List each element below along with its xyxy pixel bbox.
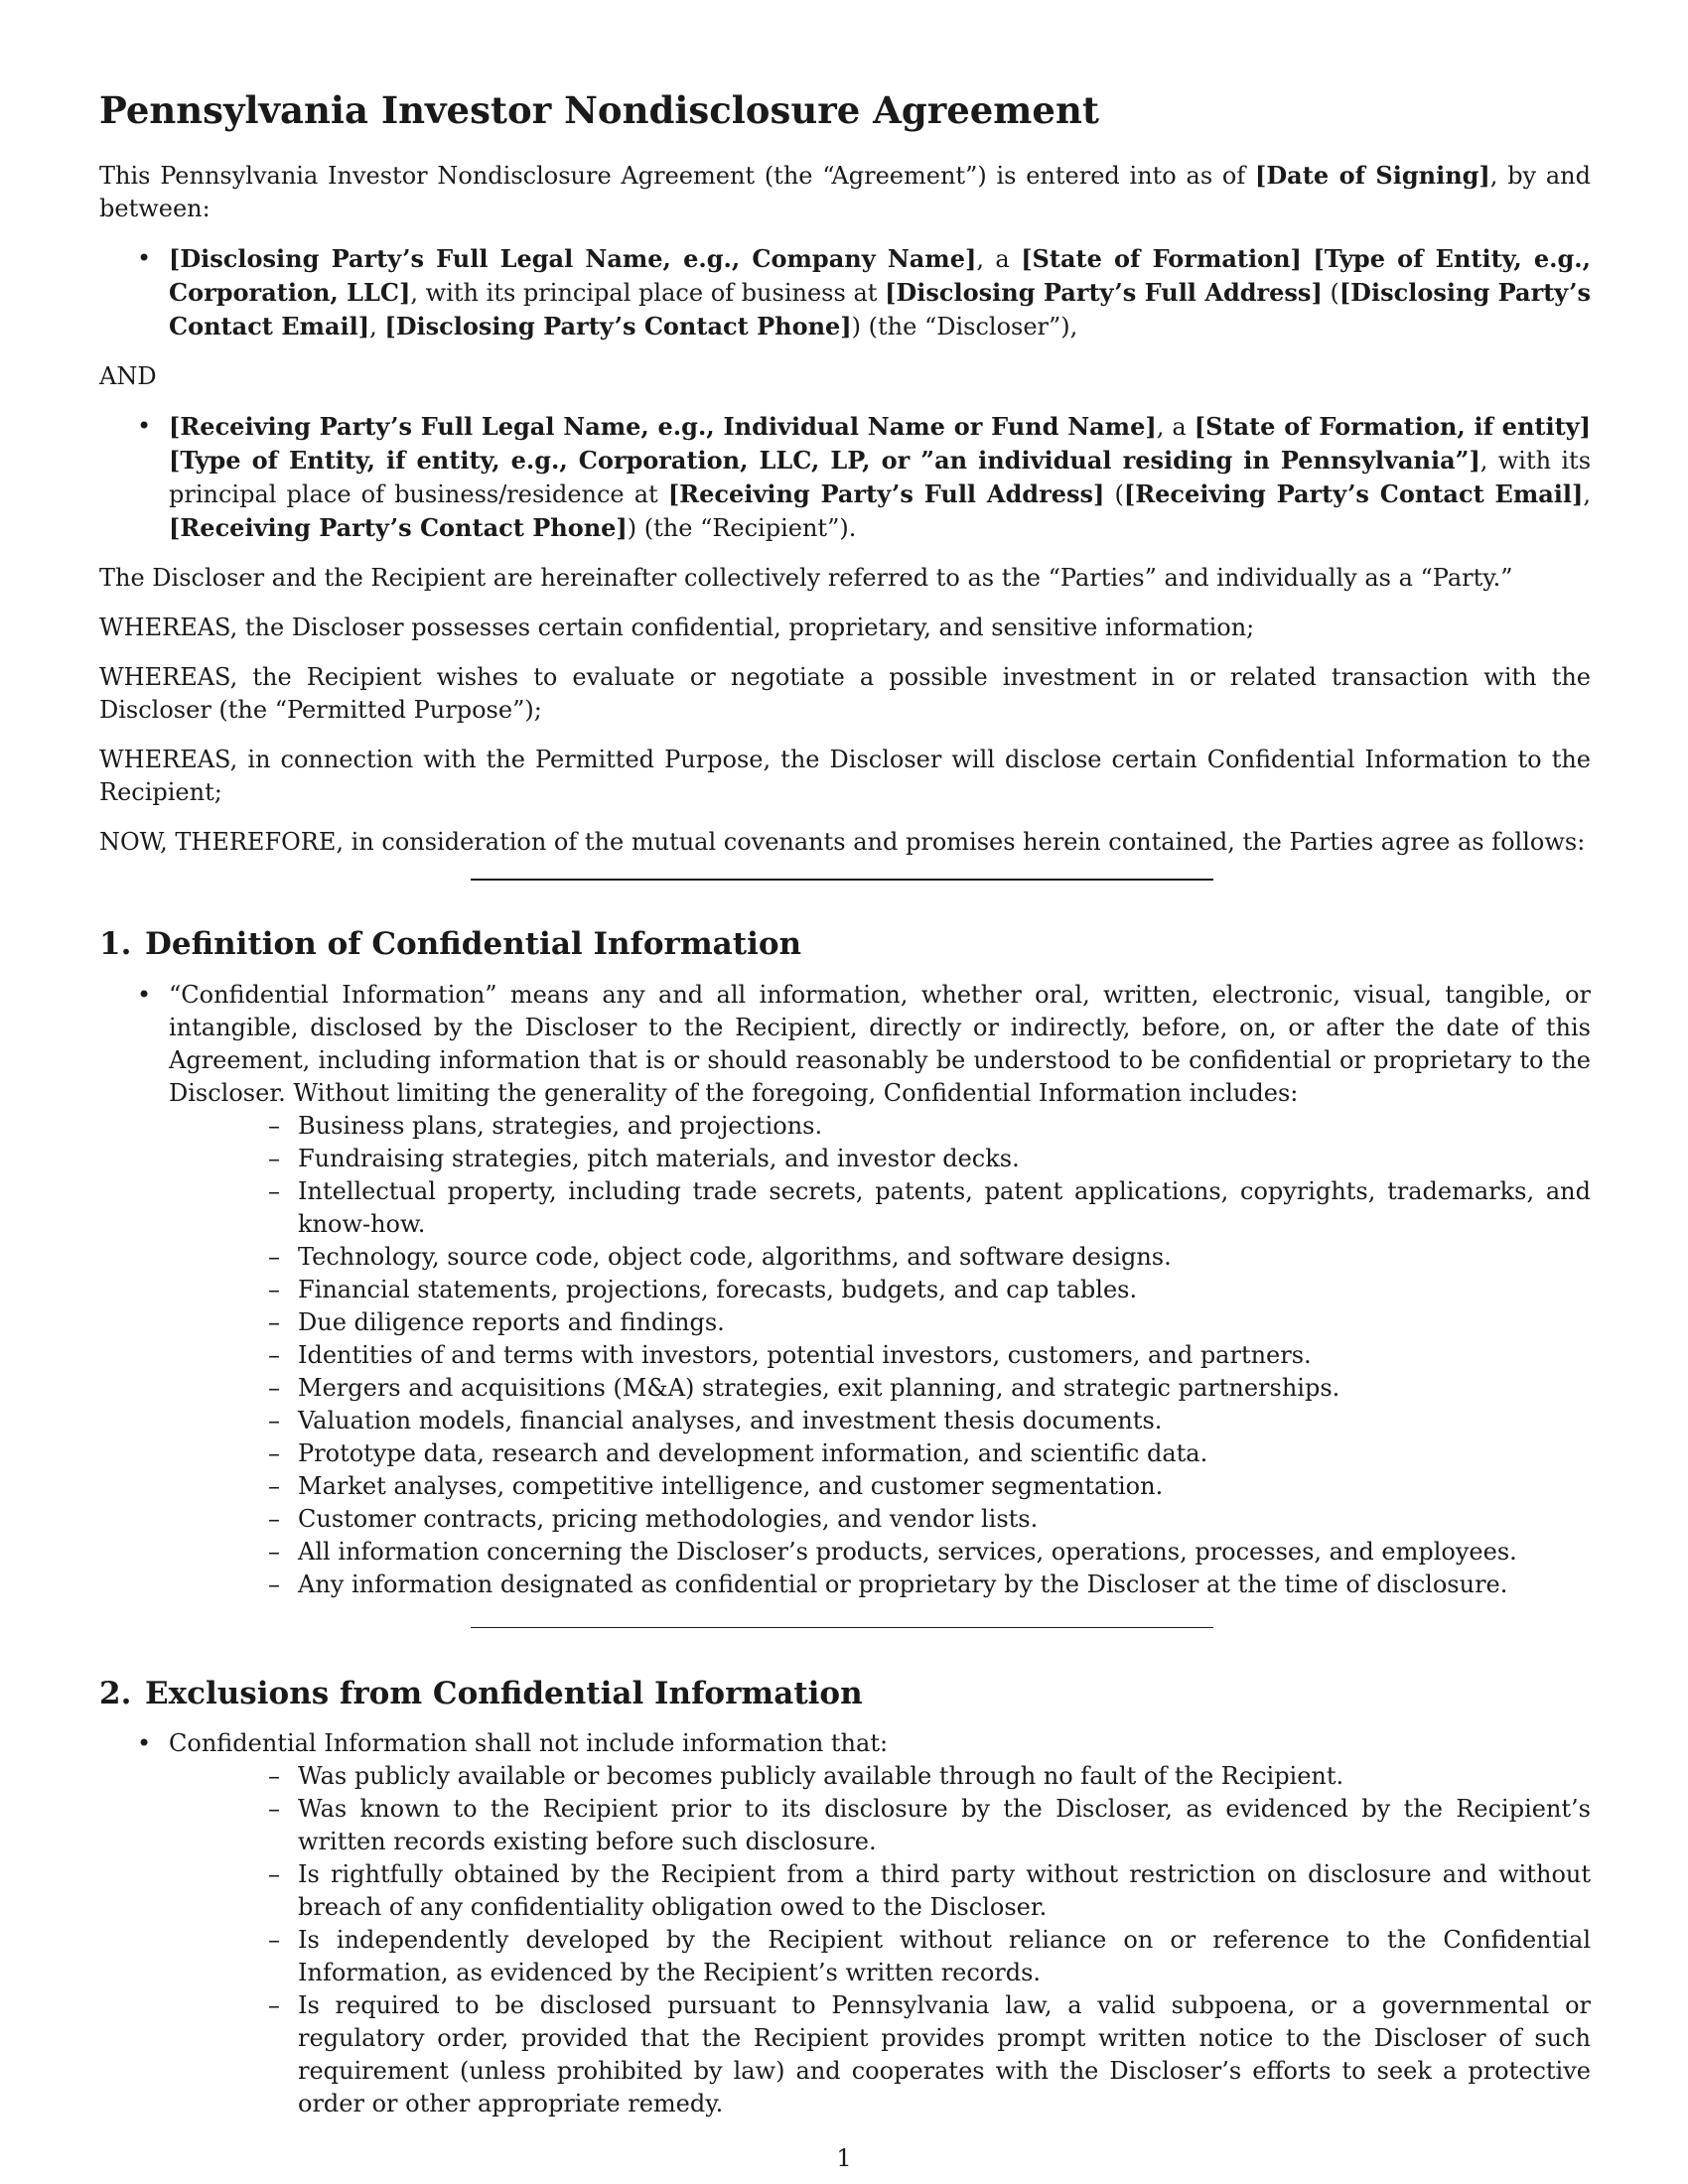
- discloser-list: [99, 242, 1591, 343]
- whereas-paragraph-1: WHEREAS, the Discloser possesses certain confidential, proprietary, and sensitive information;: [99, 614, 1255, 642]
- divider: [471, 879, 1213, 881]
- section-2-lead: Confidential Information shall not include information that:: [169, 1728, 889, 1757]
- discloser-text: , a: [976, 245, 1022, 274]
- discloser-text: (: [1322, 279, 1339, 308]
- section-1-list: [99, 979, 1591, 1601]
- intro-text-end: , by and between:: [99, 162, 1592, 223]
- sub-list-item: – Any information designated as confidential or proprietary by the Discloser at the time of disclosure.: [169, 1569, 1591, 1601]
- section-number: 2.: [99, 1675, 132, 1711]
- parties-paragraph: The Discloser and the Recipient are hereinafter collectively referred to as the “Parties” and individually as a “Party.”: [99, 564, 1513, 593]
- recipient-state-field: [State of Formation, if entity]: [1194, 412, 1591, 442]
- recipient-name-field: [Receiving Party’s Full Legal Name, e.g., Individual Name or Fund Name]: [169, 412, 1157, 442]
- sub-list-item: – Market analyses, competitive intelligence, and customer segmentation.: [169, 1470, 1591, 1503]
- recipient-text: (: [1104, 480, 1124, 509]
- discloser-address-field: [Disclosing Party’s Full Address]: [885, 278, 1323, 308]
- discloser-email-field: [Disclosing Party’s Contact Email]: [169, 278, 1591, 341]
- sub-list-item: – Is rightfully obtained by the Recipient from a third party without restriction on disclosure and without breach of any confidentiality obligation owed to the Discloser.: [169, 1858, 1591, 1924]
- page-number: 1: [836, 2144, 852, 2172]
- section-heading: [99, 1674, 1591, 1713]
- sub-list-item: – Intellectual property, including trade secrets, patents, patent applications, copyrights, trademarks, and know-how.: [169, 1175, 1591, 1241]
- recipient-text: , a: [1156, 413, 1195, 442]
- sub-list-item: – Financial statements, projections, forecasts, budgets, and cap tables.: [169, 1274, 1591, 1306]
- sub-list-item: – Business plans, strategies, and projections.: [169, 1110, 1591, 1143]
- discloser-entity-field: [Type of Entity, e.g., Corporation, LLC]: [169, 244, 1592, 308]
- intro-paragraph: [99, 159, 1591, 225]
- whereas-paragraph-2: WHEREAS, the Recipient wishes to evaluate or negotiate a possible investment in or related transaction with the Discloser (the “Permitted Purpose”);: [99, 663, 1591, 725]
- sub-list-item: – Due diligence reports and findings.: [169, 1306, 1591, 1339]
- discloser-text: ,: [369, 313, 385, 341]
- discloser-text: [1302, 245, 1313, 273]
- sub-list-item: – Was publicly available or becomes publicly available through no fault of the Recipient.: [169, 1760, 1591, 1793]
- section-2-sublist: [169, 1760, 1591, 2120]
- sub-list-item: – Was known to the Recipient prior to its disclosure by the Discloser, as evidenced by the Recipient’s written records existing before such disclosure.: [169, 1793, 1591, 1858]
- intro-text: This Pennsylvania Investor Nondisclosure Agreement (the “Agreement”) is entered into as of: [99, 162, 1256, 191]
- divider: [471, 1627, 1213, 1628]
- and-separator: AND: [99, 362, 157, 391]
- discloser-name-field: [Disclosing Party’s Full Legal Name, e.g., Company Name]: [169, 244, 977, 274]
- sub-list-item: – Customer contracts, pricing methodologies, and vendor lists.: [169, 1503, 1591, 1536]
- section-number: 1.: [99, 926, 132, 963]
- section-1-sublist: [169, 1110, 1591, 1601]
- discloser-state-field: [State of Formation]: [1021, 244, 1302, 274]
- sub-list-item: – Is independently developed by the Recipient without reliance on or reference to the Confidential Information, as evidenced by the Recipient’s written records.: [169, 1924, 1591, 1989]
- now-therefore-paragraph: NOW, THEREFORE, in consideration of the mutual covenants and promises herein contained, the Parties agree as follows:: [99, 828, 1586, 857]
- recipient-entity-field: [Type of Entity, if entity, e.g., Corporation, LLC, LP, or ”an individual residing in Pennsylvania”]: [169, 446, 1480, 476]
- section-1-lead: “Confidential Information” means any and all information, whether oral, written, electronic, visual, tangible, or intangible, disclosed by the Discloser to the Recipient, directly or indirectly, before, on, or after the date of this Agreement, including information that is or should reasonably be understood to be confidential or proprietary to the Discloser. Without limiting the generality of the foregoing, Confidential Information includes:: [169, 980, 1591, 1107]
- section-title: Exclusions from Confidential Information: [145, 1675, 863, 1711]
- sub-list-item: – Valuation models, financial analyses, and investment thesis documents.: [169, 1405, 1591, 1437]
- recipient-text: ) (the “Recipient”).: [627, 514, 857, 543]
- list-item: [99, 979, 1591, 1601]
- recipient-party: [99, 410, 1591, 545]
- discloser-text: ) (the “Discloser”),: [851, 313, 1078, 341]
- section-title: Definition of Confidential Information: [145, 926, 802, 963]
- recipient-address-field: [Receiving Party’s Full Address]: [667, 479, 1105, 509]
- whereas-paragraph-3: WHEREAS, in connection with the Permitted Purpose, the Discloser will disclose certain Confidential Information to the Recipient;: [99, 746, 1591, 807]
- sub-list-item: – Fundraising strategies, pitch materials, and investor decks.: [169, 1143, 1591, 1175]
- sub-list-item: – Identities of and terms with investors, potential investors, customers, and partners.: [169, 1339, 1591, 1372]
- sub-list-item: – Mergers and acquisitions (M&A) strategies, exit planning, and strategic partnerships.: [169, 1372, 1591, 1405]
- recipient-list: [99, 410, 1591, 545]
- recipient-text: , with its principal place of business/residence at: [169, 447, 1592, 509]
- recipient-email-field: [Receiving Party’s Contact Email]: [1123, 479, 1584, 509]
- sub-list-item: – Prototype data, research and development information, and scientific data.: [169, 1437, 1591, 1470]
- discloser-party: [99, 242, 1591, 343]
- recipient-phone-field: [Receiving Party’s Contact Phone]: [169, 513, 628, 543]
- sub-list-item: – Is required to be disclosed pursuant to Pennsylvania law, a valid subpoena, or a governmental or regulatory order, provided that the Recipient provides prompt written notice to the Discloser of such requirement (unless prohibited by law) and cooperates with the Discloser’s efforts to seek a protective order or other appropriate remedy.: [169, 1989, 1591, 2120]
- discloser-phone-field: [Disclosing Party’s Contact Phone]: [384, 312, 852, 341]
- document-content: [99, 87, 1591, 2137]
- sub-list-item: – Technology, source code, object code, algorithms, and software designs.: [169, 1241, 1591, 1274]
- date-of-signing-field: [Date of Signing]: [1255, 161, 1490, 191]
- section-2-list: [99, 1727, 1591, 2120]
- recipient-text: ,: [1583, 480, 1591, 509]
- document-title: Pennsylvania Investor Nondisclosure Agreement: [99, 88, 1099, 132]
- sub-list-item: – All information concerning the Discloser’s products, services, operations, processes, and employees.: [169, 1536, 1591, 1569]
- list-item: [99, 1727, 1591, 2120]
- section-heading: [99, 924, 1591, 964]
- discloser-text: , with its principal place of business at: [410, 279, 886, 308]
